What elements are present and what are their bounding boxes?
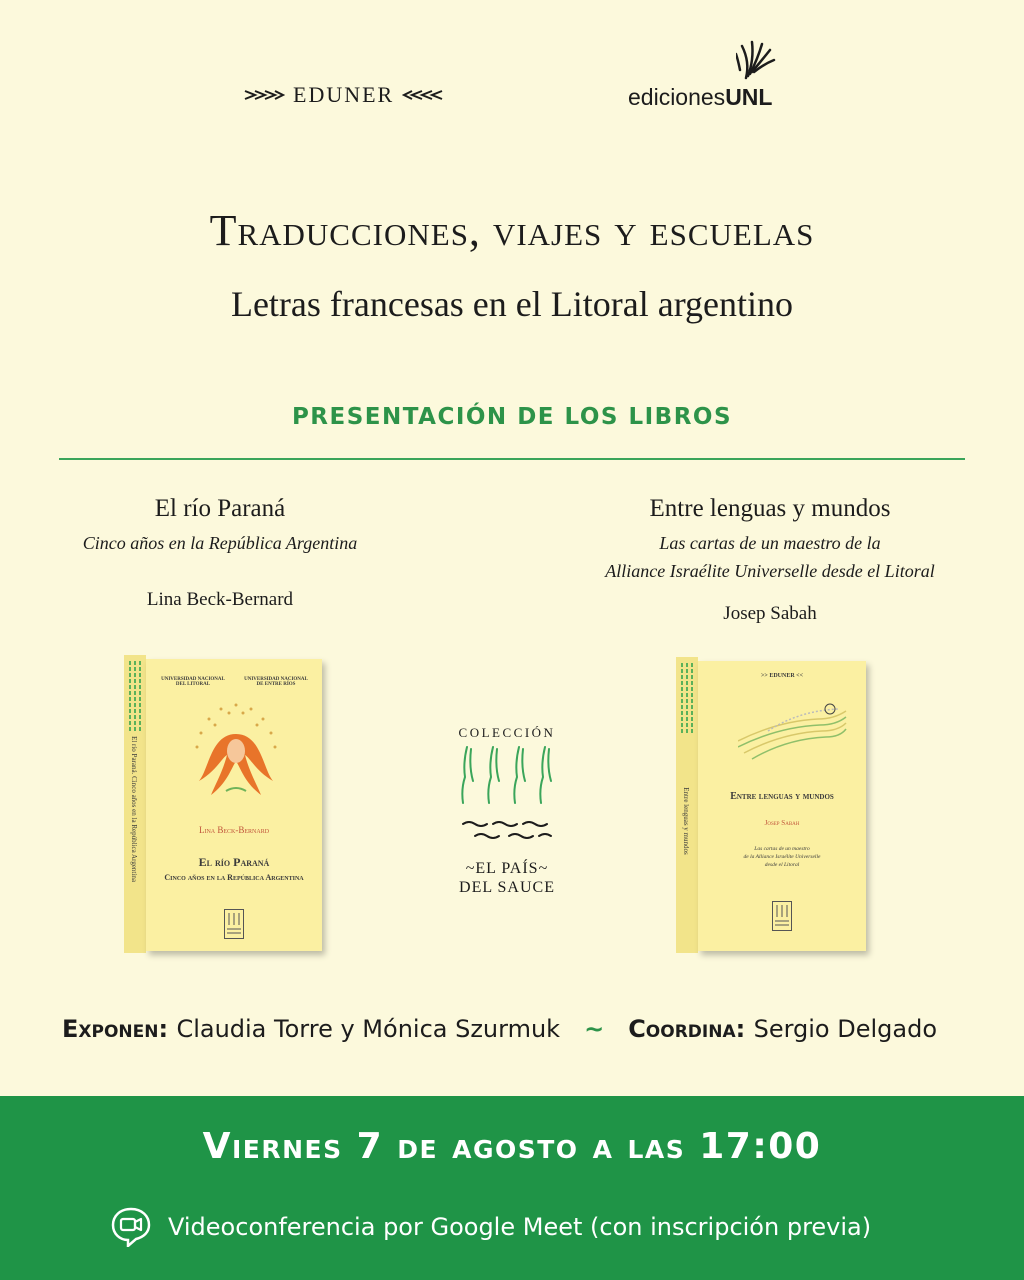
collection-mini-logo-icon [224, 909, 244, 939]
book-2-cover-publisher: >> EDUNER << [760, 673, 804, 679]
fields-landscape-icon [738, 701, 848, 761]
book-2-title: Entre lenguas y mundos [649, 495, 891, 522]
book-1-front [146, 659, 322, 951]
collection-line-1: ~EL PAÍS~ [465, 860, 549, 877]
event-date: Viernes 7 de agosto a las 17:00 [202, 1126, 822, 1167]
coordina-label: Coordina [628, 1015, 736, 1043]
book-2-subtitle-line-1: Las cartas de un maestro de la [659, 533, 881, 553]
book-2-info [570, 495, 970, 625]
book-1-cover-publisher-right: UNIVERSIDAD NACIONAL DE ENTRE RÍOS [244, 677, 308, 687]
event-subtitle: Letras francesas en el Litoral argentino [230, 284, 794, 324]
book-1-title: El río Paraná [154, 495, 286, 522]
right-wing-icon [402, 88, 444, 102]
book-2-spine [676, 657, 698, 953]
book-1-spine-title: El río Paraná. Cinco años en la República Argentina [130, 736, 138, 882]
platform-line [110, 1207, 871, 1247]
palm-plant-icon [736, 40, 778, 80]
exponen-label: Exponen [62, 1015, 159, 1043]
water-waves-icon [455, 820, 559, 854]
section-heading: PRESENTACIÓN DE LOS LIBROS [291, 404, 733, 430]
collection-logo [452, 725, 562, 897]
eduner-logo [243, 82, 444, 108]
left-wing-icon [243, 88, 285, 102]
book-2-cover-author: Josep Sabah [764, 819, 800, 827]
eduner-label: EDUNER [293, 82, 395, 107]
schedule-band [0, 1096, 1024, 1280]
book-2-spine-title: Entre lenguas y mundos [682, 787, 690, 855]
book-1-cover-publisher-left: UNIVERSIDAD NACIONAL DEL LITORAL [161, 677, 225, 687]
book-1-cover-title: El río Paraná [198, 855, 270, 869]
book-2-front [698, 661, 866, 951]
book-2-subtitle-line-2: Alliance Israélite Universelle desde el Litoral [605, 561, 935, 581]
separator-tilde-icon: ~ [584, 1015, 605, 1043]
collection-top-label: COLECCIÓN [458, 725, 556, 740]
ediciones-unl-label: edicionesUNL [628, 84, 773, 110]
collection-mini-logo-icon [772, 901, 792, 931]
platform-text: Videoconferencia por Google Meet (con inscripción previa) [168, 1213, 872, 1241]
book-1-cover-subtitle: Cinco años en la República Argentina [164, 873, 304, 882]
ediciones-unl-logo [628, 40, 788, 110]
willow-tree-icon [455, 745, 559, 815]
woman-illustration-icon [191, 699, 281, 799]
coordina-name: Sergio Delgado [753, 1015, 938, 1043]
collection-line-2: DEL SAUCE [459, 879, 555, 896]
video-call-icon [110, 1207, 152, 1247]
book-1-cover-author: Lina Beck-Bernard [198, 825, 270, 835]
book-2-cover-subtitle: Las cartas de un maestro de la Alliance Israélite Universelle desde el Litoral [743, 846, 821, 868]
event-title: Traducciones, viajes y escuelas [209, 206, 815, 255]
speakers-line: Exponen : Claudia Torre y Mónica Szurmuk ~ Coordina : Sergio Delgado [62, 1015, 938, 1043]
book-1-author: Lina Beck-Bernard [146, 589, 294, 610]
book-1-subtitle: Cinco años en la República Argentina [82, 533, 358, 553]
book-1-spine [124, 655, 146, 953]
divider [59, 458, 965, 460]
book-1-info [60, 495, 380, 611]
book-2-cover-title: Entre lenguas y mundos [730, 791, 834, 802]
book-1-cover [124, 655, 322, 953]
exponen-names: Claudia Torre y Mónica Szurmuk [176, 1015, 561, 1043]
book-2-cover [676, 657, 866, 953]
book-2-author: Josep Sabah [723, 603, 817, 624]
